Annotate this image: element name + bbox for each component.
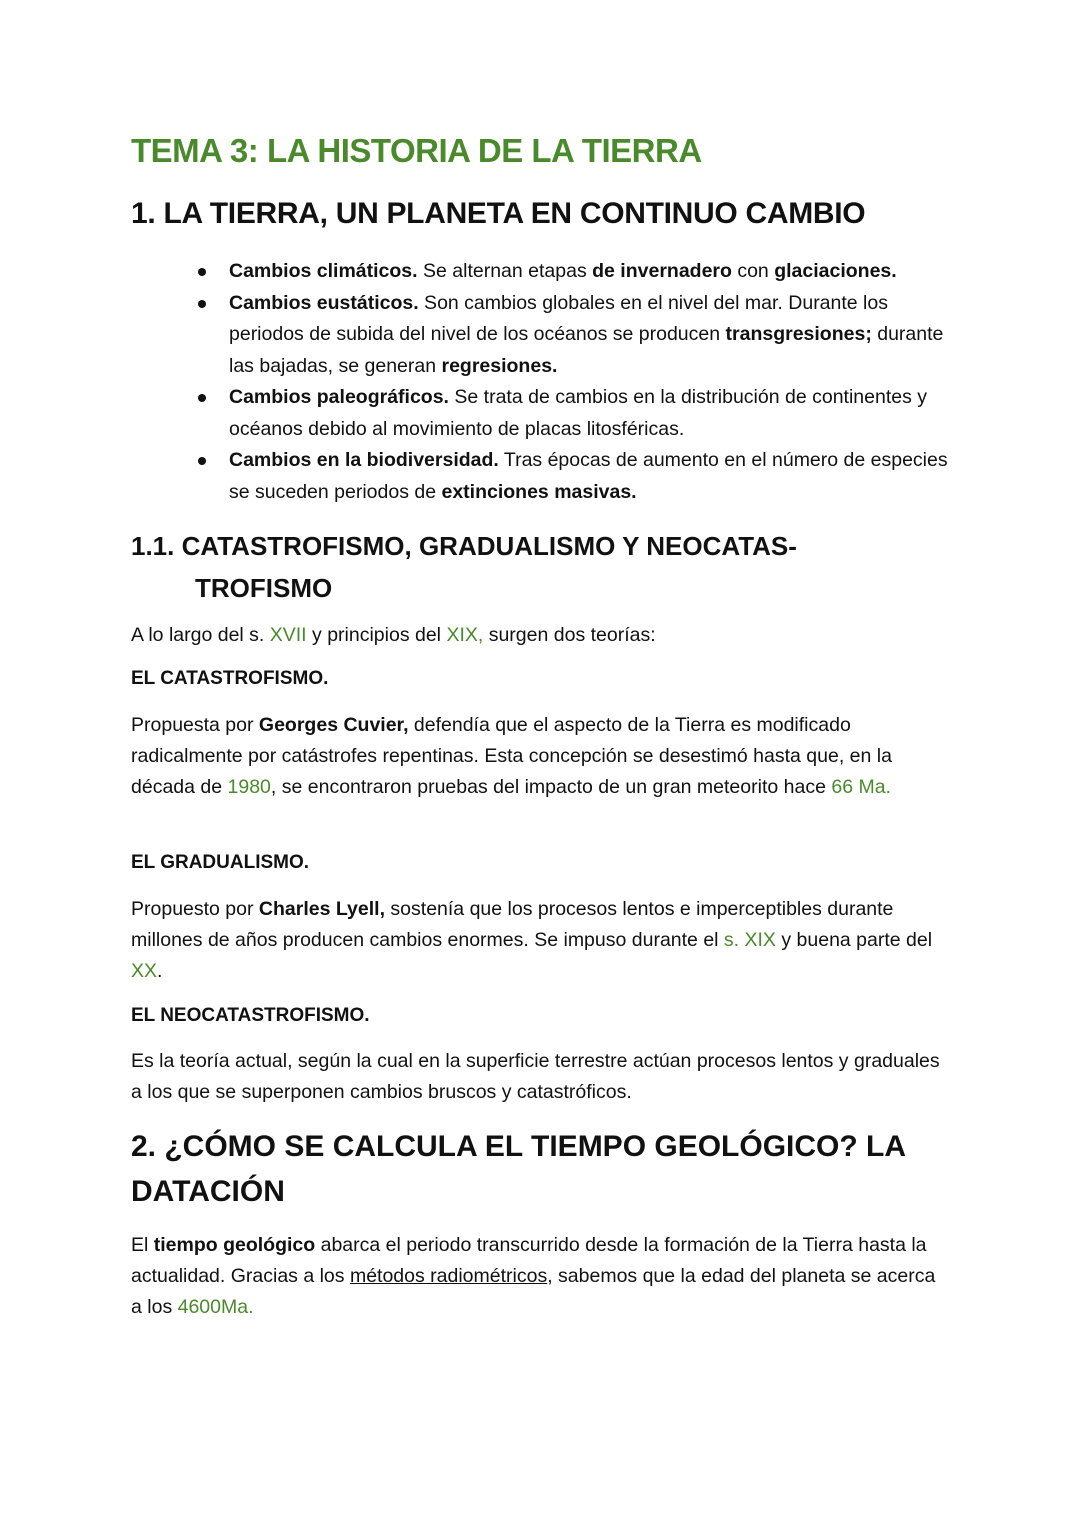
bullet-icon [198,300,206,308]
bullet-icon [198,394,206,402]
bullet-icon [198,457,206,465]
neocatastrofismo-heading: EL NEOCATASTROFISMO. [131,1005,370,1026]
section-2-heading: 2. ¿CÓMO SE CALCULA EL TIEMPO GEOLÓGICO? LA DATACIÓN [131,1130,905,1208]
gradualismo-paragraph: Propuesto por Charles Lyell, sostenía que los procesos lentos e imperceptibles durante millones de años producen cambios enormes. Se impuso durante el s. XIX y buena parte del XX. [131,898,933,982]
bullet-icon [198,268,206,276]
document-title: TEMA 3: LA HISTORIA DE LA TIERRA [131,132,702,169]
catastrofismo-heading: EL CATASTROFISMO. [131,668,329,689]
subsection-1-1-heading: 1.1. CATASTROFISMO, GRADUALISMO Y NEOCATAS- TROFISMO [131,531,797,603]
catastrofismo-paragraph: Propuesta por Georges Cuvier, defendía que el aspecto de la Tierra es modificado radicalmente por catástrofes repentinas. Esta concepción se desestimó hasta que, en la década de 1980, se encontraron pruebas del impacto de un gran meteorito hace 66 Ma. [131,714,892,798]
list-item: Cambios climáticos. Se alternan etapas de invernadero con glaciaciones. [191,256,951,288]
changes-bullet-list [191,256,951,508]
theories-intro: A lo largo del s. XVII y principios del XIX, surgen dos teorías: [131,624,656,646]
gradualismo-heading: EL GRADUALISMO. [131,852,310,873]
neocatastrofismo-paragraph: Es la teoría actual, según la cual en la superficie terrestre actúan procesos lentos y graduales a los que se superponen cambios bruscos y catastróficos. [131,1050,940,1103]
list-item: Cambios eustáticos. Son cambios globales en el nivel del mar. Durante los periodos de subida del nivel de los océanos se producen transgresiones; durante las bajadas, se generan regresiones. [191,288,951,383]
radiometric-methods-term: métodos radiométricos [349,1265,548,1287]
list-item: Cambios paleográficos. Se trata de cambios en la distribución de continentes y océanos debido al movimiento de placas litosféricas. [191,382,951,445]
geological-time-paragraph: El tiempo geológico abarca el periodo transcurrido desde la formación de la Tierra hasta la actualidad. Gracias a los métodos radiométricos, sabemos que la edad del planeta se acerca a los 4600Ma. [131,1234,936,1318]
section-1-heading: 1. LA TIERRA, UN PLANETA EN CONTINUO CAMBIO [131,197,866,230]
list-item: Cambios en la biodiversidad. Tras épocas de aumento en el número de especies se suceden periodos de extinciones masivas. [191,445,951,508]
